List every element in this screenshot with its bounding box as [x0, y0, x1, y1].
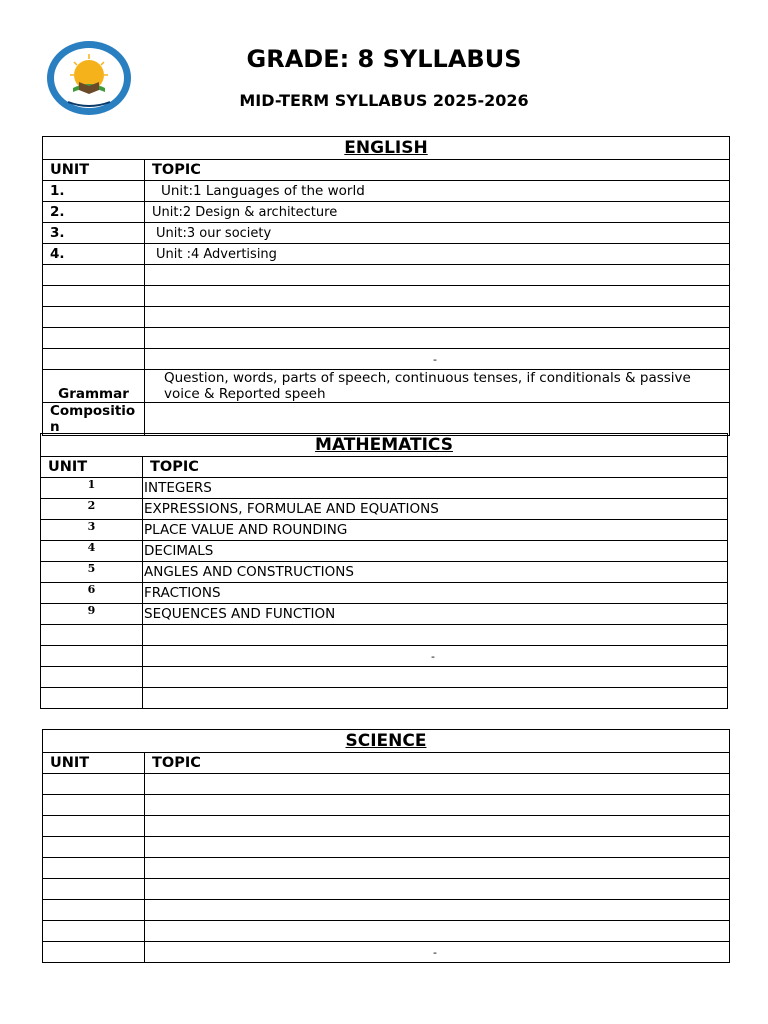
topic-cell: ANGLES AND CONSTRUCTIONS [143, 562, 728, 583]
unit-header: UNIT [43, 160, 145, 181]
science-table [42, 729, 730, 963]
topic-header: TOPIC [145, 160, 730, 181]
unit-cell: 5 [41, 562, 143, 583]
english-heading: ENGLISH [43, 137, 730, 160]
table-row [41, 688, 728, 709]
unit-header: UNIT [43, 753, 145, 774]
unit-cell: 3 [41, 520, 143, 541]
topic-cell: Unit:2 Design & architecture [145, 202, 730, 223]
topic-cell: Unit:3 our society [145, 223, 730, 244]
table-row [41, 646, 728, 667]
composition-row [43, 403, 730, 436]
grammar-label: Grammar [43, 370, 145, 403]
topic-cell: Unit:1 Languages of the world [145, 181, 730, 202]
grammar-row [43, 370, 730, 403]
unit-cell: 2 [41, 499, 143, 520]
table-row [43, 265, 730, 286]
table-row [43, 921, 730, 942]
unit-cell: 9 [41, 604, 143, 625]
unit-cell: 2. [43, 202, 145, 223]
mathematics-heading: MATHEMATICS [41, 434, 728, 457]
table-row [43, 879, 730, 900]
unit-cell: 1 [41, 478, 143, 499]
table-row [43, 349, 730, 370]
table-row [41, 478, 728, 499]
table-row [43, 837, 730, 858]
topic-header: TOPIC [143, 457, 728, 478]
table-row [43, 774, 730, 795]
dash-mark: - [145, 349, 730, 370]
unit-cell: 1. [43, 181, 145, 202]
table-row [43, 223, 730, 244]
dash-mark: - [143, 646, 728, 667]
topic-cell: DECIMALS [143, 541, 728, 562]
dash-mark: - [145, 942, 730, 963]
unit-header: UNIT [41, 457, 143, 478]
unit-cell: 3. [43, 223, 145, 244]
table-row [43, 244, 730, 265]
mathematics-table [40, 433, 728, 709]
unit-cell: 6 [41, 583, 143, 604]
table-row [41, 583, 728, 604]
english-table [42, 136, 730, 436]
table-row [41, 541, 728, 562]
page-title: GRADE: 8 SYLLABUS [246, 45, 522, 73]
table-row [43, 202, 730, 223]
topic-cell: EXPRESSIONS, FORMULAE AND EQUATIONS [143, 499, 728, 520]
topic-cell: INTEGERS [143, 478, 728, 499]
table-row [43, 942, 730, 963]
table-row [41, 667, 728, 688]
page-subtitle: MID-TERM SYLLABUS 2025-2026 [239, 91, 529, 110]
grammar-text: Question, words, parts of speech, continuous tenses, if conditionals & passive voice & Reported speeh [145, 370, 730, 403]
composition-label: Composition [43, 403, 145, 436]
table-row [41, 520, 728, 541]
table-row [43, 181, 730, 202]
table-row [41, 499, 728, 520]
topic-cell: SEQUENCES AND FUNCTION [143, 604, 728, 625]
table-row [43, 286, 730, 307]
science-heading: SCIENCE [43, 730, 730, 753]
table-row [41, 562, 728, 583]
topic-cell: Unit :4 Advertising [145, 244, 730, 265]
table-row [43, 328, 730, 349]
table-row [41, 604, 728, 625]
topic-header: TOPIC [145, 753, 730, 774]
table-row [43, 816, 730, 837]
topic-cell: PLACE VALUE AND ROUNDING [143, 520, 728, 541]
unit-cell: 4 [41, 541, 143, 562]
table-row [43, 900, 730, 921]
table-row [43, 795, 730, 816]
table-row [43, 858, 730, 879]
topic-cell: FRACTIONS [143, 583, 728, 604]
table-row [41, 625, 728, 646]
unit-cell: 4. [43, 244, 145, 265]
table-row [43, 307, 730, 328]
